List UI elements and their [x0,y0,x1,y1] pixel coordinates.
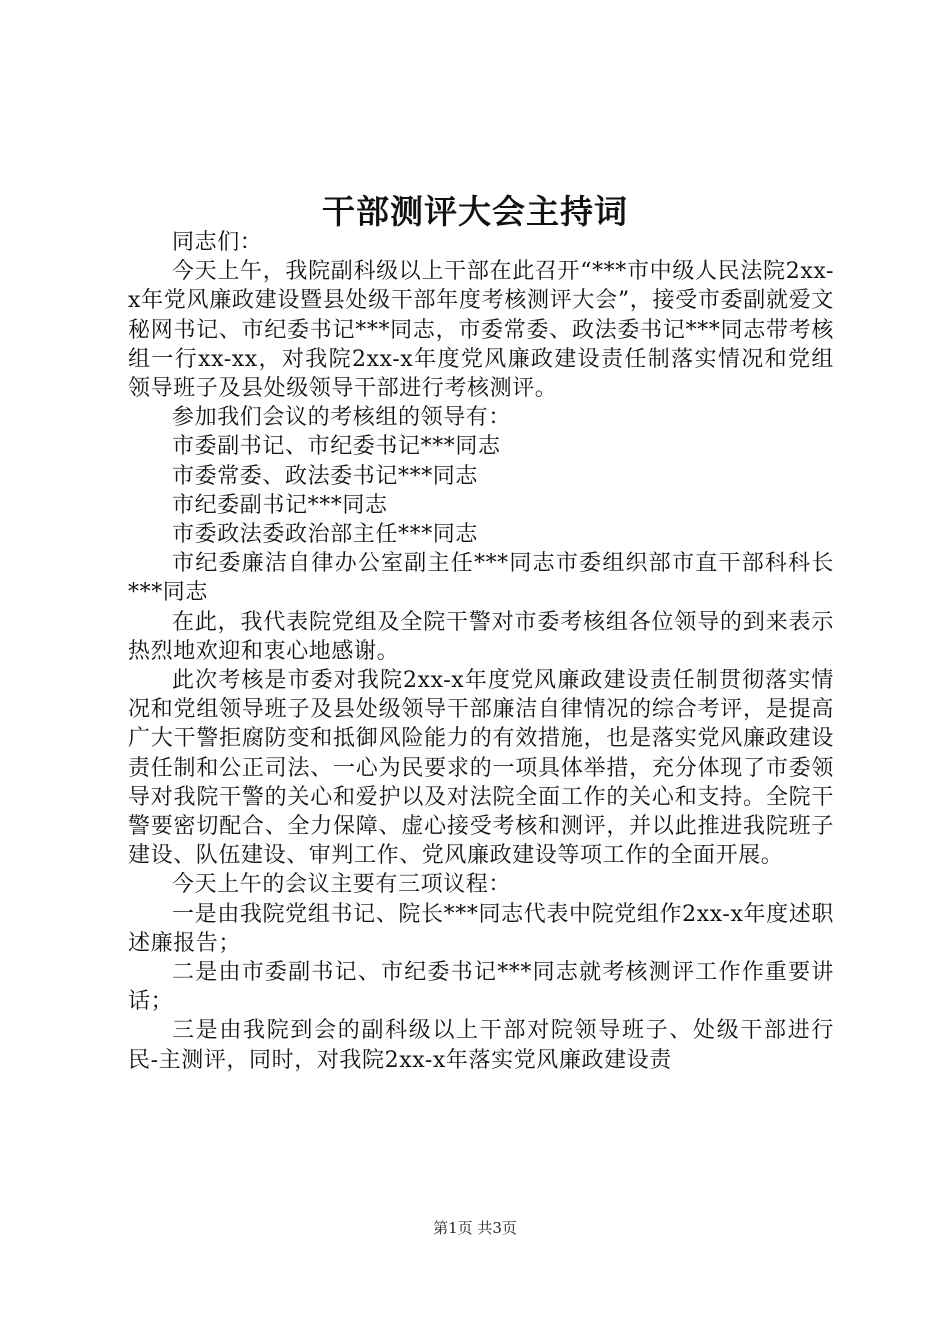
list-item-leader: 市纪委副书记***同志 [172,492,388,518]
page-number-footer: 第1页 共3页 [433,1219,517,1237]
list-item-leader: 市纪委廉洁自律办公室副主任***同志市委组织部市直干部科科长***同志 [128,551,834,606]
paragraph: 今天上午的会议主要有三项议程： [172,872,512,898]
paragraph: 此次考核是市委对我院2xx-x年度党风廉政建设责任制贯彻落实情况和党组领导班子及县处级领导干部廉洁自律情况的综合考评，是提高广大干警拒腐防变和抵御风险能力的有效措施，也是落实党风廉政建设责任制和公正司法、一心为民要求的一项具体举措，充分体现了市委领导对我院干警的关心和爱护以及对法院全面工作的关心和支持。全院干警要密切配合、全力保障、虚心接受考核和测评，并以此推进我院班子建设、队伍建设、审判工作、党风廉政建设等项工作的全面开展。 [128,668,834,869]
document-body [128,228,834,1075]
agenda-item: 三是由我院到会的副科级以上干部对院领导班子、处级干部进行民-主测评，同时，对我院2xx-x年落实党风廉政建设责 [128,1018,834,1073]
list-item-leader: 市委常委、政法委书记***同志 [172,463,479,489]
list-item-leader: 市委政法委政治部主任***同志 [172,522,479,548]
paragraph-greeting: 同志们： [172,230,263,255]
paragraph: 在此，我代表院党组及全院干警对市委考核组各位领导的到来表示热烈地欢迎和衷心地感谢。 [128,609,834,664]
paragraph: 参加我们会议的考核组的领导有： [172,405,512,431]
agenda-item: 二是由市委副书记、市纪委书记***同志就考核测评工作作重要讲话； [128,960,834,1015]
document-title: 干部测评大会主持词 [322,192,628,231]
agenda-item: 一是由我院党组书记、院长***同志代表中院党组作2xx-x年度述职述廉报告； [128,901,834,956]
paragraph: 今天上午，我院副科级以上干部在此召开“***市中级人民法院2xx-x年党风廉政建设暨县处级干部年度考核测评大会”，接受市委副就爱文秘网书记、市纪委书记***同志，市委常委、政法委书记***同志带考核组一行xx-xx，对我院2xx-x年度党风廉政建设责任制落实情况和党组领导班子及县处级领导干部进行考核测评。 [128,259,834,402]
list-item-leader: 市委副书记、市纪委书记***同志 [172,434,501,460]
